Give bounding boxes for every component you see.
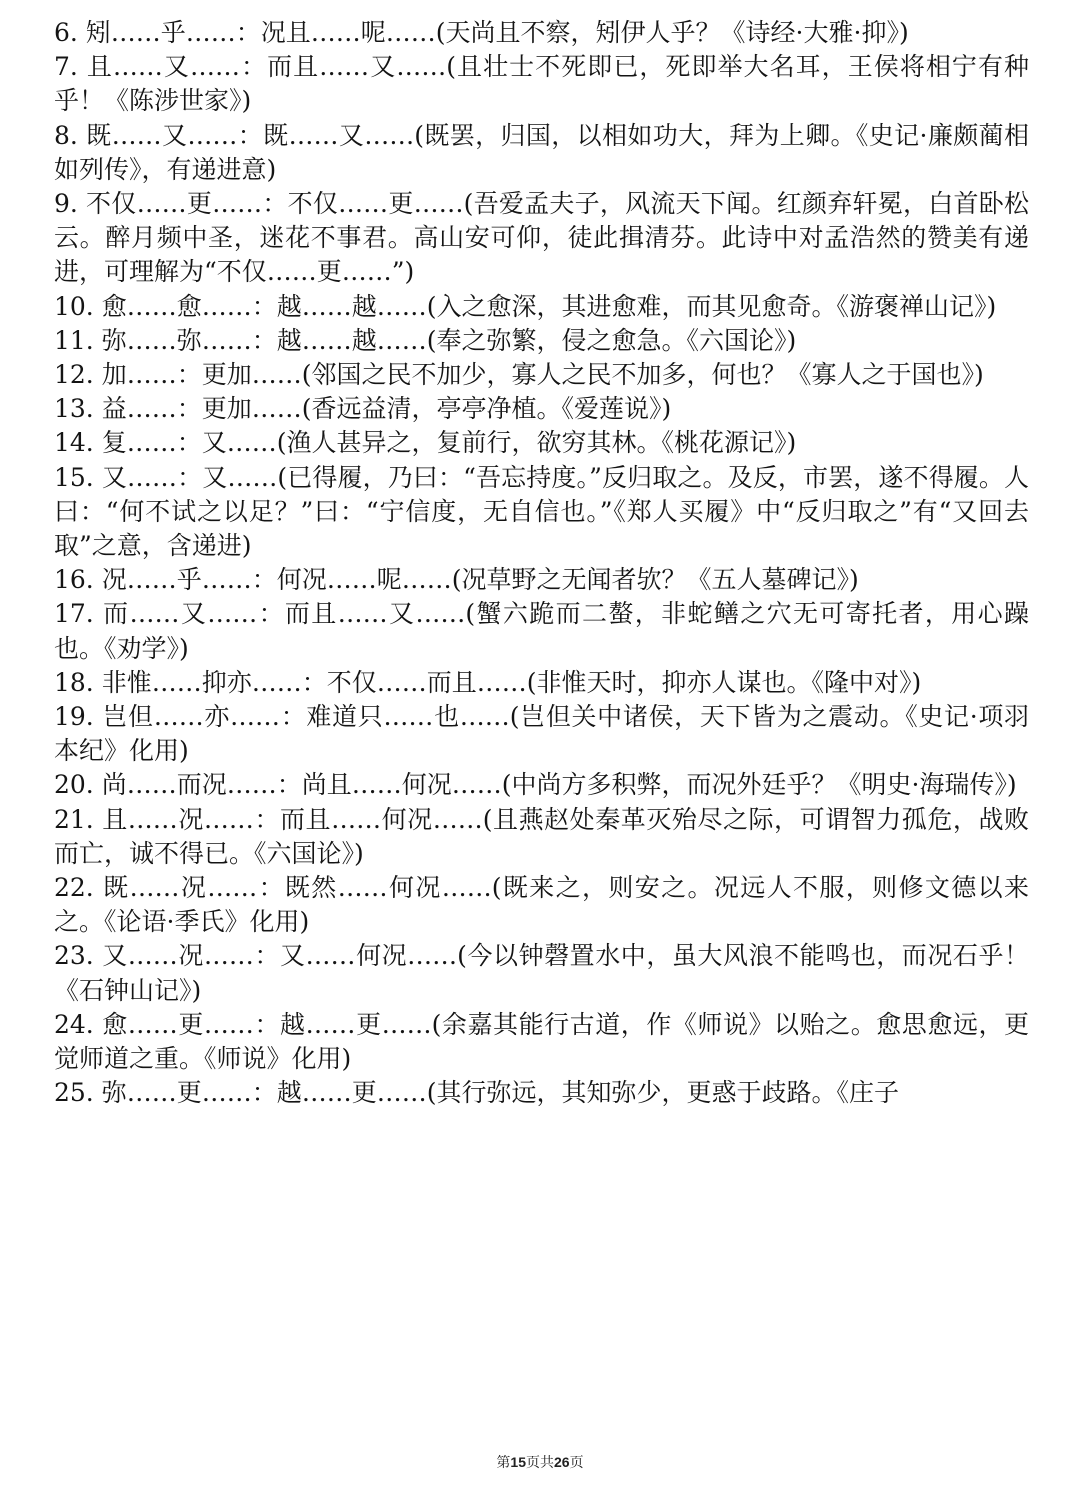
paragraph-22: 22. 既……况……：既然……何况……(既来之，则安之。况远人不服，则修文德以来之。《论语·季氏》化用) [54, 873, 1029, 937]
paragraph-16: 16. 况……乎……：何况……呢……(况草野之无闻者欤？《五人墓碑记》) [54, 565, 859, 595]
page-footer [0, 1453, 1080, 1471]
footer-suffix: 页 [569, 1454, 584, 1470]
paragraph-11: 11. 弥……弥……：越……越……(奉之弥繁，侵之愈急。《六国论》) [54, 325, 797, 355]
total-page-number: 26 [554, 1454, 570, 1470]
paragraph-14: 14. 复……：又……(渔人甚异之，复前行，欲穷其林。《桃花源记》) [54, 428, 797, 458]
paragraph-25: 25. 弥……更……：越……更……(其行弥远，其知弥少，更惑于歧路。《庄子 [54, 1078, 899, 1108]
paragraph-19: 19. 岂但……亦……：难道只……也……(岂但关中诸侯，天下皆为之震动。《史记·项羽本纪》化用) [54, 702, 1029, 766]
paragraph-9: 9. 不仅……更……：不仅……更……(吾爱孟夫子，风流天下闻。红颜弃轩冕，白首卧松云。醉月频中圣，迷花不事君。高山安可仰，徒此揖清芬。此诗中对孟浩然的赞美有递进，可理解为“不仅……更……”) [54, 189, 1029, 287]
paragraph-6: 6. 矧……乎……：况且……呢……(天尚且不察，矧伊人乎？《诗经·大雅·抑》) [54, 18, 909, 47]
paragraph-7: 7. 且……又……：而且……又……(且壮士不死即已，死即举大名耳，王侯将相宁有种乎！《陈涉世家》) [54, 52, 1029, 116]
paragraph-12: 12. 加……：更加……(邻国之民不加少，寡人之民不加多，何也？《寡人之于国也》) [54, 360, 984, 390]
paragraph-15: 15. 又……：又……(已得履，乃曰：“吾忘持度。”反归取之。及反，市罢，遂不得履。人曰：“何不试之以足？”曰：“宁信度，无自信也。”《郑人买履》中“反归取之”有“又回去取”之意，含递进) [54, 462, 1029, 561]
document-body [54, 16, 1029, 1111]
paragraph-23: 23. 又……况……：又……何况……(今以钟磬置水中，虽大风浪不能鸣也，而况石乎！《石钟山记》) [54, 941, 1029, 1005]
paragraph-8: 8. 既……又……：既……又……(既罢，归国，以相如功大，拜为上卿。《史记·廉颇蔺相如列传》，有递进意) [54, 120, 1029, 184]
paragraph-24: 24. 愈……更……：越……更……(余嘉其能行古道，作《师说》以贻之。愈思愈远，更觉师道之重。《师说》化用) [54, 1009, 1029, 1074]
paragraph-17: 17. 而……又……：而且……又……(蟹六跪而二螯，非蛇鳝之穴无可寄托者，用心躁也。《劝学》) [54, 599, 1029, 663]
paragraph-13: 13. 益……：更加……(香远益清，亭亭净植。《爱莲说》) [54, 394, 672, 424]
footer-middle: 页共 [526, 1454, 554, 1470]
paragraph-10: 10. 愈……愈……：越……越……(入之愈深，其进愈难，而其见愈奇。《游褒禅山记》) [54, 291, 997, 321]
paragraph-18: 18. 非惟……抑亦……：不仅……而且……(非惟天时，抑亦人谋也。《隆中对》) [54, 667, 922, 697]
footer-prefix: 第 [496, 1454, 511, 1470]
current-page-number: 15 [510, 1454, 526, 1470]
paragraph-20: 20. 尚……而况……：尚且……何况……(中尚方多积弊，而况外廷乎？《明史·海瑞传》) [54, 770, 1017, 800]
paragraph-21: 21. 且……况……：而且……何况……(且燕赵处秦革灭殆尽之际，可谓智力孤危，战败而亡，诚不得已。《六国论》) [54, 804, 1029, 868]
